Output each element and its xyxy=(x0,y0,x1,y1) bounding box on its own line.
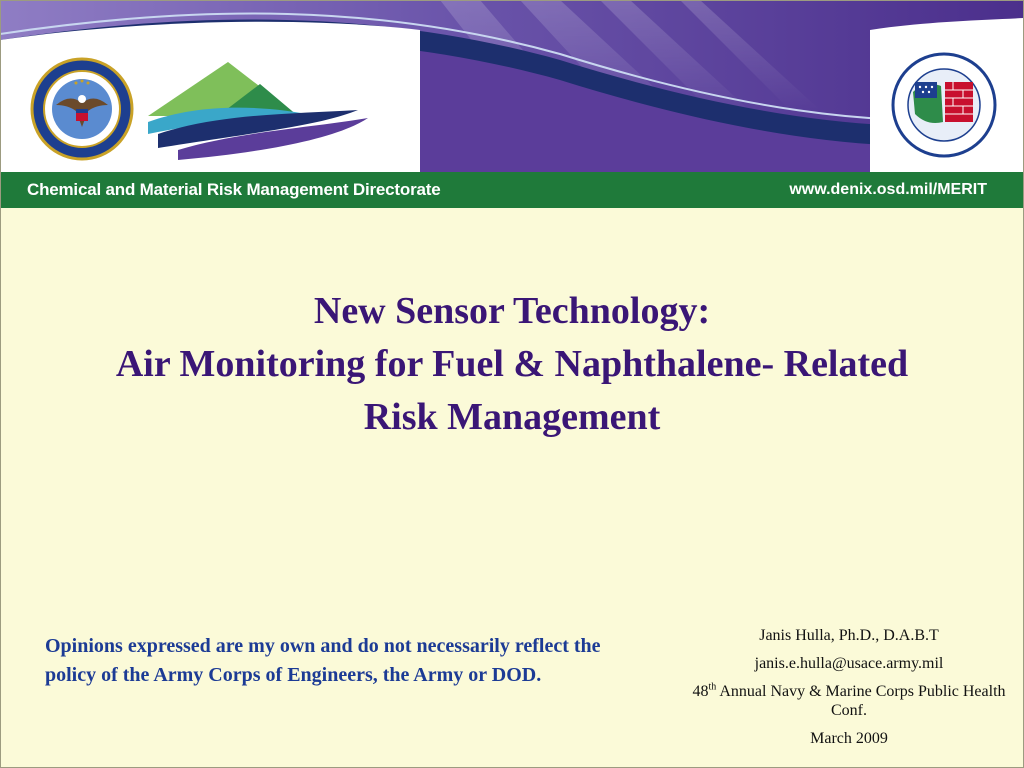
disclaimer-text: Opinions expressed are my own and do not necessarily reflect the policy of the Army Corps of Engineers, the Army or DOD. xyxy=(45,635,601,686)
title-line-3: Risk Management xyxy=(363,396,661,438)
title-line-2: Air Monitoring for Fuel & Naphthalene- Related xyxy=(115,343,909,385)
author-email: janis.e.hulla@usace.army.mil xyxy=(754,655,944,672)
directorate-name: Chemical and Material Risk Management Directorate xyxy=(27,180,441,199)
conference-ordinal: th xyxy=(708,681,717,693)
mountain-water-logo-icon xyxy=(148,62,370,160)
header-banner xyxy=(0,0,1024,208)
title-line-1: New Sensor Technology: xyxy=(313,290,711,332)
slide-title xyxy=(0,285,1024,444)
presentation-date: March 2009 xyxy=(810,730,888,747)
department-of-defense-seal-icon xyxy=(26,57,138,161)
conference-number: 48 xyxy=(692,683,709,700)
deputy-under-secretary-of-defense-seal-icon xyxy=(891,52,997,158)
conference-name xyxy=(690,682,1008,720)
conference-title: Annual Navy & Marine Corps Public Health Conf. xyxy=(716,683,1006,719)
author-block xyxy=(690,626,1008,757)
author-name: Janis Hulla, Ph.D., D.A.B.T xyxy=(759,627,939,644)
website-url[interactable]: www.denix.osd.mil/MERIT xyxy=(789,181,987,198)
